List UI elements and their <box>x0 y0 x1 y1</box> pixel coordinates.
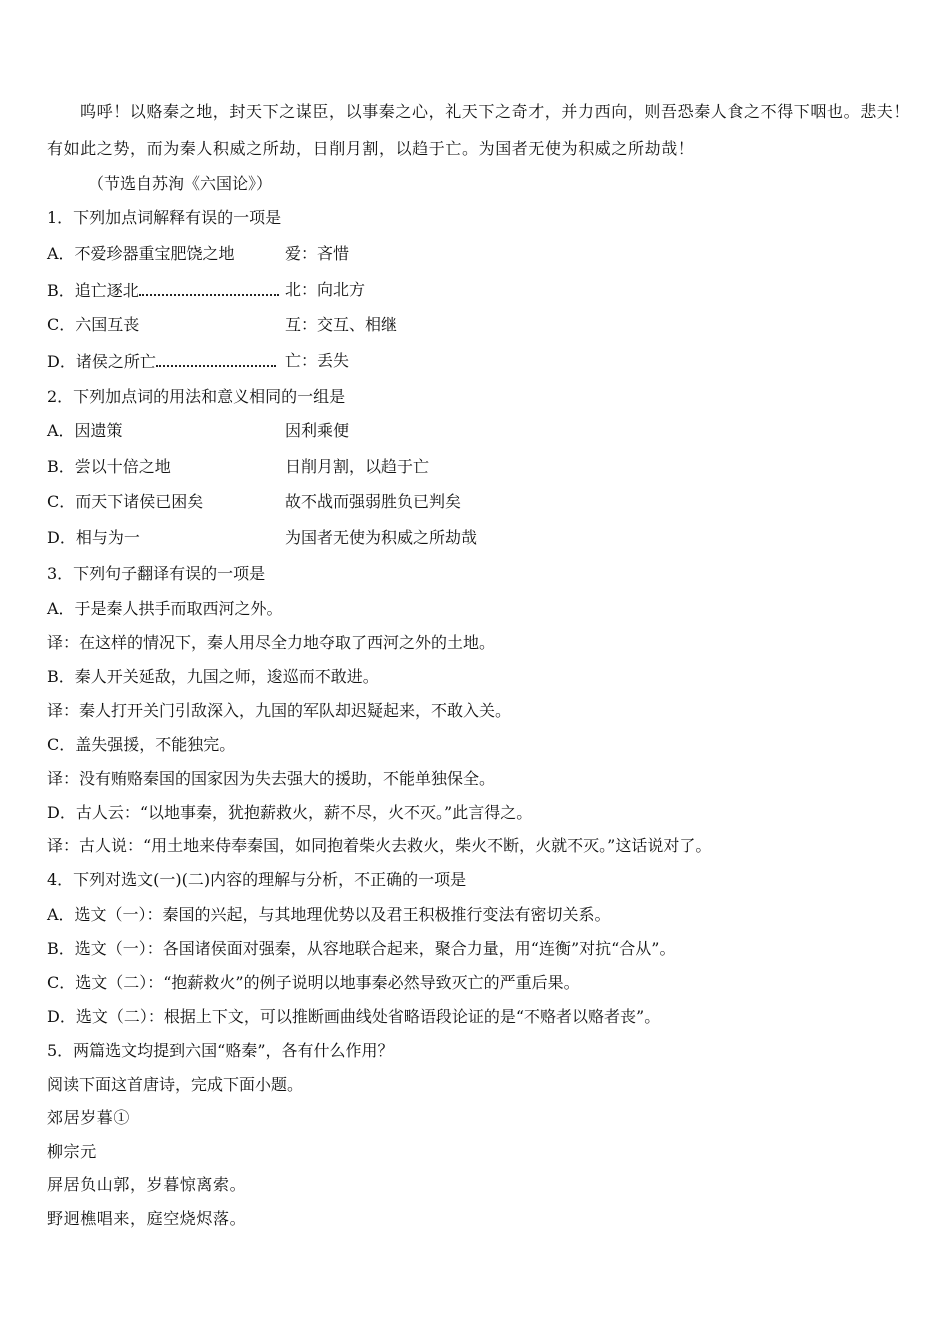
poem-line-2: 野迥樵唱来，庭空烧烬落。 <box>47 1209 247 1228</box>
q3-item: 译：秦人打开关门引敌深入，九国的军队却迟疑起来，不敢入关。 <box>47 701 512 720</box>
question-4-stem: 4．下列对选文(一)(二)内容的理解与分析，不正确的一项是 <box>47 870 467 889</box>
passage-paragraph-2: 有如此之势，而为秦人积威之所劫，日削月割，以趋于亡。为国者无使为积威之所劫哉！ <box>47 139 695 158</box>
q3-item: B．秦人开关延敌，九国之师，逡巡而不敢进。 <box>47 667 379 686</box>
q2-option-b-right: 日削月割，以趋于亡 <box>285 457 430 476</box>
q2-option-c <box>47 492 462 512</box>
q1-option-a-explain: 爱：吝惜 <box>285 244 350 263</box>
q2-option-a-left: A．因遗策 <box>47 421 123 440</box>
question-2-stem: 2．下列加点词的用法和意义相同的一组是 <box>47 387 346 406</box>
q1-option-a <box>47 244 350 264</box>
q1-option-c <box>47 315 398 335</box>
q1-option-b <box>47 280 366 301</box>
question-5-stem: 5．两篇选文均提到六国“赂秦”，各有什么作用？ <box>47 1041 394 1060</box>
q2-option-d <box>47 528 478 548</box>
q4-option-a: A．选文（一）：秦国的兴起，与其地理优势以及君王积极推行变法有密切关系。 <box>47 905 611 924</box>
question-1-stem: 1．下列加点词解释有误的一项是 <box>47 208 282 227</box>
dotted-underline <box>156 351 276 367</box>
q2-option-a-right: 因利乘便 <box>285 421 350 440</box>
q3-item: C．盖失强援，不能独完。 <box>47 735 236 754</box>
q2-option-b-left: B．尝以十倍之地 <box>47 457 171 476</box>
q2-option-c-right: 故不战而强弱胜负已判矣 <box>285 492 462 511</box>
q3-item: 译：在这样的情况下，秦人用尽全力地夺取了西河之外的土地。 <box>47 633 496 652</box>
q1-option-d-explain: 亡：丢失 <box>285 351 350 370</box>
q1-option-c-text: C．六国互丧 <box>47 315 140 334</box>
passage-source: （节选自苏洵《六国论》） <box>88 174 273 193</box>
q4-option-c: C．选文（二）：“抱薪救火”的例子说明以地事秦必然导致灭亡的严重后果。 <box>47 973 580 992</box>
q1-option-a-text: A．不爱珍器重宝肥饶之地 <box>47 244 235 263</box>
q4-option-b: B．选文（一）：各国诸侯面对强秦，从容地联合起来，聚合力量，用“连衡”对抗“合从”。 <box>47 939 676 958</box>
q2-option-d-right: 为国者无使为积威之所劫哉 <box>285 528 478 547</box>
q2-option-a <box>47 421 350 441</box>
passage-paragraph-1: 呜呼！以赂秦之地，封天下之谋臣，以事秦之心，礼天下之奇才，并力西向，则吾恐秦人食之不得下咽也。悲夫！ <box>80 102 911 121</box>
dotted-underline <box>139 280 279 296</box>
q2-option-d-left: D．相与为一 <box>47 528 140 547</box>
q1-option-c-explain: 互：交互、相继 <box>285 315 398 334</box>
poem-line-1: 屏居负山郭，岁暮惊离索。 <box>47 1175 247 1194</box>
q4-option-d: D．选文（二）：根据上下文，可以推断画曲线处省略语段论证的是“不赂者以赂者丧”。 <box>47 1007 661 1026</box>
q1-option-d-text: D．诸侯之所亡 <box>47 352 156 371</box>
poem-title: 郊居岁暮① <box>47 1108 131 1127</box>
q3-item: 译：没有贿赂秦国的国家因为失去强大的援助，不能单独保全。 <box>47 769 496 788</box>
poem-author: 柳宗元 <box>47 1142 97 1161</box>
q1-option-b-text: B．追亡逐北 <box>47 281 139 300</box>
q1-option-b-explain: 北：向北方 <box>285 280 366 299</box>
q3-item: 译：古人说：“用土地来侍奉秦国，如同抱着柴火去救火，柴火不断，火就不灭。”这话说对了。 <box>47 836 712 855</box>
q2-option-c-left: C．而天下诸侯已困矣 <box>47 492 204 511</box>
question-3-stem: 3．下列句子翻译有误的一项是 <box>47 564 266 583</box>
q1-option-d <box>47 351 350 372</box>
q3-item: A．于是秦人拱手而取西河之外。 <box>47 599 283 618</box>
q3-item: D．古人云：“以地事秦，犹抱薪救火，薪不尽，火不灭。”此言得之。 <box>47 803 533 822</box>
poem-intro: 阅读下面这首唐诗，完成下面小题。 <box>47 1075 304 1094</box>
q2-option-b <box>47 457 430 477</box>
